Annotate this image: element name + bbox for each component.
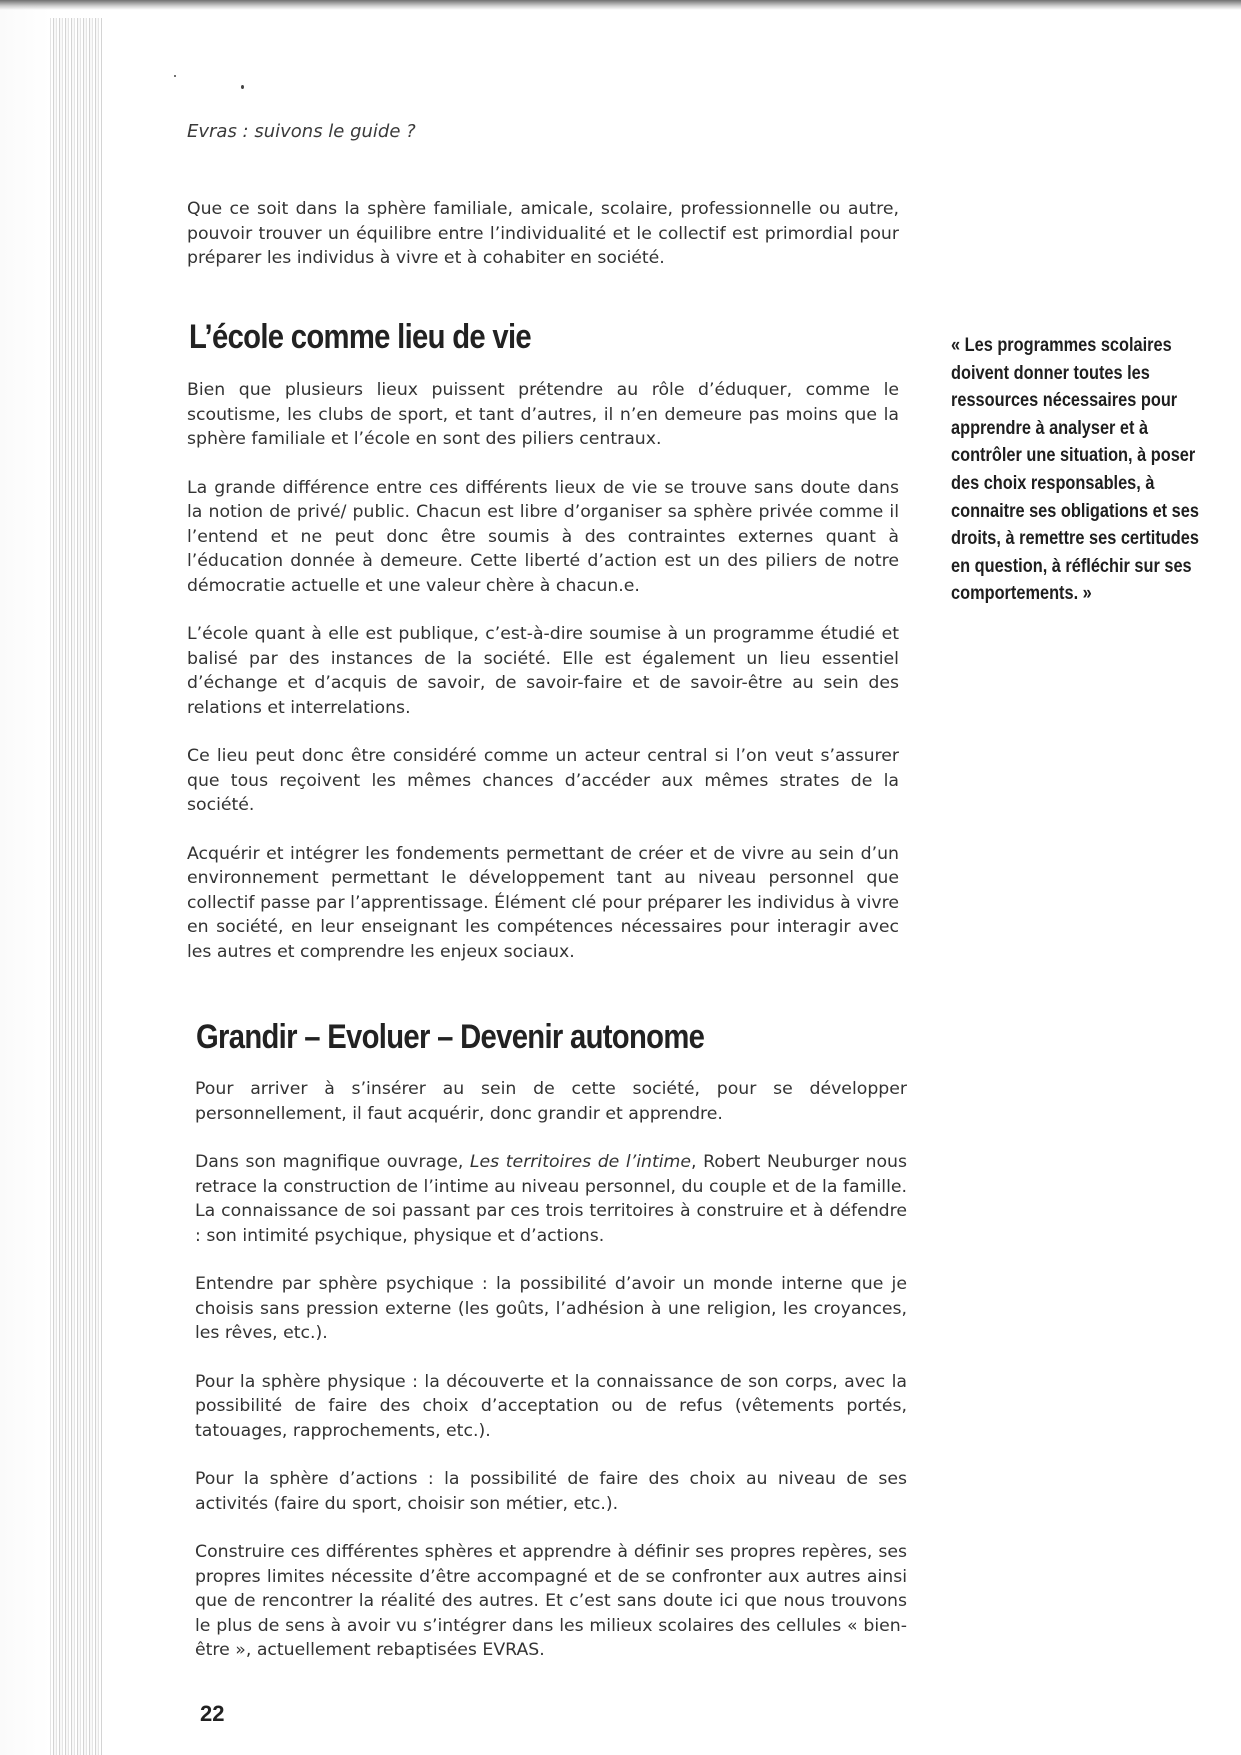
paragraph: L’école quant à elle est publique, c’est-à-dire soumise à un programme étudié et balisé par des instances de la société. Elle est également un lieu essentiel d’échange et d’acquis de savoir, de savoir-faire et de savoir-être au sein des relations et interrelations. (187, 624, 899, 718)
scan-speck (174, 75, 176, 77)
page-number: 22 (200, 1701, 225, 1726)
section-ecole-body (187, 378, 899, 988)
paragraph: Bien que plusieurs lieux puissent prétendre au rôle d’éduquer, comme le scoutisme, les clubs de sport, et tant d’autres, il n’en demeure pas moins que la sphère familiale et l’école en sont des piliers centraux. (187, 380, 899, 449)
paragraph: Ce lieu peut donc être considéré comme un acteur central si l’on veut s’assurer que tous reçoivent les mêmes chances d’accéder aux mêmes strates de la société. (187, 746, 899, 815)
section-grandir-body (195, 1077, 907, 1687)
paragraph: Pour arriver à s’insérer au sein de cette société, pour se développer personnellement, il faut acquérir, donc grandir et apprendre. (195, 1079, 907, 1124)
paragraph: Pour la sphère d’actions : la possibilité de faire des choix au niveau de ses activités (faire du sport, choisir son métier, etc.). (195, 1469, 907, 1514)
paragraph-text: Dans son magnifique ouvrage, (195, 1152, 470, 1172)
scan-shadow (0, 0, 1241, 10)
scan-speck (241, 85, 244, 89)
paragraph: Entendre par sphère psychique : la possibilité d’avoir un monde interne que je choisis sans pression externe (les goûts, l’adhésion à une religion, les croyances, les rêves, etc.). (195, 1274, 907, 1343)
running-header: Evras : suivons le guide ? (187, 121, 416, 142)
section-heading-ecole: L’école comme lieu de vie (189, 318, 531, 356)
intro-block (187, 197, 899, 271)
section-heading-grandir: Grandir – Evoluer – Devenir autonome (196, 1018, 705, 1056)
intro-paragraph: Que ce soit dans la sphère familiale, amicale, scolaire, professionnelle ou autre, pouvoir trouver un équilibre entre l’individualité et le collectif est primordial pour préparer les individus à vivre et à cohabiter en société. (187, 199, 899, 268)
paragraph: La grande différence entre ces différents lieux de vie se trouve sans doute dans la notion de privé/ public. Chacun est libre d’organiser sa sphère privée comme il l’entend et ne peut donc être soumis à des contraintes externes quant à l’éducation donnée à demeure. Cette liberté d’action est un des piliers de notre démocratie actuelle et une valeur chère à chacun.e. (187, 477, 899, 596)
page-margin (0, 0, 50, 1755)
book-title: Les territoires de l’intime (469, 1152, 691, 1172)
book-spine-edge (50, 18, 102, 1755)
paragraph-text: , Robert Neuburger nous retrace la construction de l’intime au niveau personnel, du couple et de la famille. La connaissance de soi passant par ces trois territoires à construire et à défendre : son intimité psychique, physique et d’actions. (195, 1152, 908, 1246)
paragraph: Acquérir et intégrer les fondements permettant de créer et de vivre au sein d’un environnement permettant le développement tant au niveau personnel que collectif passe par l’apprentissage. Élément clé pour préparer les individus à vivre en société, en leur enseignant les compétences nécessaires pour interagir avec les autres et comprendre les enjeux sociaux. (187, 843, 899, 962)
paragraph: Construire ces différentes sphères et apprendre à définir ses propres repères, ses propres limites nécessite d’être accompagné et de se confronter aux autres ainsi que de rencontrer la réalité des autres. Et c’est sans doute ici que nous trouvons le plus de sens à avoir vu s’intégrer dans les milieux scolaires des cellules « bien-être », actuellement rebaptisées EVRAS. (195, 1542, 907, 1660)
paragraph: Pour la sphère physique : la découverte et la connaissance de son corps, avec la possibilité de faire des choix d’acceptation ou de refus (vêtements portés, tatouages, rapprochements, etc.). (195, 1371, 907, 1441)
paragraph (195, 1150, 907, 1248)
pull-quote: « Les programmes scolaires doivent donner toutes les ressources nécessaires pour apprendre à analyser et à contrôler une situation, à poser des choix responsables, à connaitre ses obligations et ses droits, à remettre ses certitudes en question, à réfléchir sur ses comportements. » (951, 335, 1199, 605)
